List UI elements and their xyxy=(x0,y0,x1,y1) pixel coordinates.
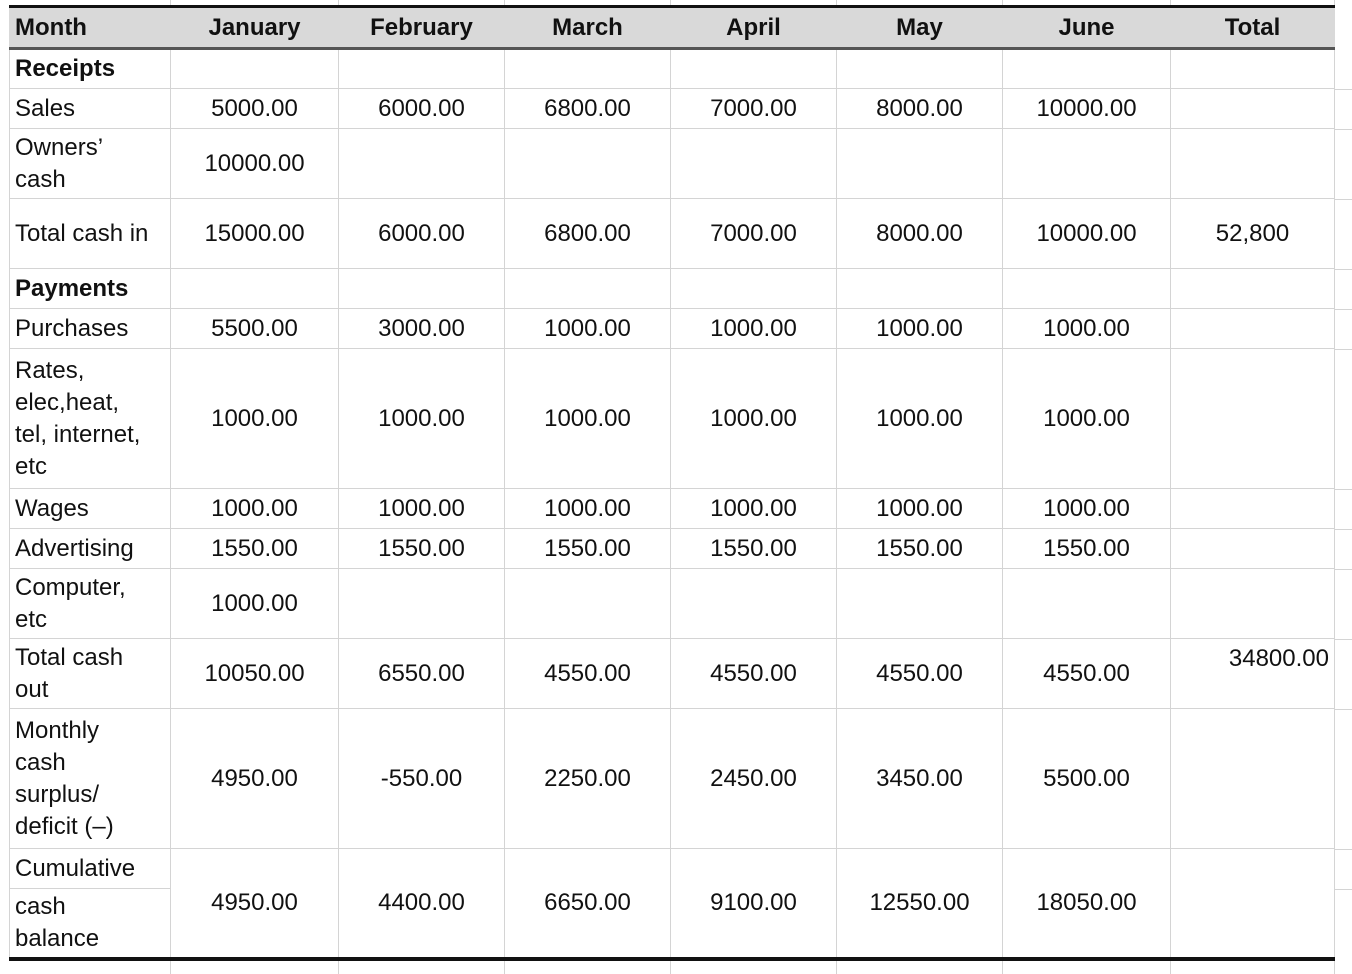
label-line: deficit (–) xyxy=(15,812,114,840)
label-line: Rates, xyxy=(15,356,85,384)
cell-total-cash-in-march[interactable]: 6800.00 xyxy=(505,199,671,269)
cell-wages-february[interactable]: 1000.00 xyxy=(339,489,505,529)
row-advertising xyxy=(10,529,1335,569)
header-month[interactable]: Month xyxy=(10,7,171,49)
grid-line xyxy=(1334,709,1352,710)
cell-owners-cash-february[interactable] xyxy=(339,129,505,199)
header-june[interactable]: June xyxy=(1003,7,1171,49)
row-label-advertising[interactable]: Advertising xyxy=(10,529,171,569)
cell-sales-january[interactable]: 5000.00 xyxy=(171,89,339,129)
table-cell[interactable] xyxy=(171,269,339,309)
cell-total-cash-in-total[interactable]: 52,800 xyxy=(1171,199,1335,269)
row-total-cash-in xyxy=(10,199,1335,269)
cash-flow-table xyxy=(9,5,1335,961)
cell-owners-cash-march[interactable] xyxy=(505,129,671,199)
row-label-total-cash-in[interactable]: Total cash in xyxy=(10,199,171,269)
section-payments-label[interactable]: Payments xyxy=(10,269,171,309)
cell-computer-april[interactable] xyxy=(671,569,837,639)
table-cell[interactable] xyxy=(339,49,505,89)
row-owners-cash xyxy=(10,129,1335,199)
cell-purchases-may[interactable]: 1000.00 xyxy=(837,309,1003,349)
cell-wages-april[interactable]: 1000.00 xyxy=(671,489,837,529)
row-label-purchases[interactable]: Purchases xyxy=(10,309,171,349)
cell-computer-january[interactable]: 1000.00 xyxy=(171,569,339,639)
cell-owners-cash-may[interactable] xyxy=(837,129,1003,199)
section-receipts-row xyxy=(10,49,1335,89)
cell-total-cash-out-total[interactable]: 34800.00 xyxy=(1171,639,1335,709)
cell-cumulative-march[interactable]: 6650.00 xyxy=(505,849,671,959)
cell-advertising-february[interactable]: 1550.00 xyxy=(339,529,505,569)
cell-sales-march[interactable]: 6800.00 xyxy=(505,89,671,129)
cell-advertising-april[interactable]: 1550.00 xyxy=(671,529,837,569)
cell-rates-june[interactable]: 1000.00 xyxy=(1003,349,1171,489)
label-line: surplus/ xyxy=(15,780,100,808)
label-line: etc xyxy=(15,605,48,633)
label-line: cash xyxy=(15,165,66,193)
section-receipts-label[interactable]: Receipts xyxy=(10,49,171,89)
label-line: elec,heat, xyxy=(15,388,120,416)
cell-purchases-march[interactable]: 1000.00 xyxy=(505,309,671,349)
label-line: etc xyxy=(15,452,48,480)
cell-rates-may[interactable]: 1000.00 xyxy=(837,349,1003,489)
cell-sales-may[interactable]: 8000.00 xyxy=(837,89,1003,129)
cell-rates-january[interactable]: 1000.00 xyxy=(171,349,339,489)
table-cell[interactable] xyxy=(339,269,505,309)
grid-line xyxy=(1334,269,1352,270)
header-may[interactable]: May xyxy=(837,7,1003,49)
table-cell[interactable] xyxy=(1003,49,1171,89)
cell-advertising-january[interactable]: 1550.00 xyxy=(171,529,339,569)
cell-wages-march[interactable]: 1000.00 xyxy=(505,489,671,529)
cell-sales-april[interactable]: 7000.00 xyxy=(671,89,837,129)
cell-purchases-january[interactable]: 5500.00 xyxy=(171,309,339,349)
cell-purchases-february[interactable]: 3000.00 xyxy=(339,309,505,349)
row-cumulative xyxy=(10,849,1335,889)
row-label-cumulative[interactable]: Cumulative xyxy=(10,849,171,889)
table-cell[interactable] xyxy=(171,49,339,89)
row-sales xyxy=(10,89,1335,129)
table-cell[interactable] xyxy=(505,269,671,309)
section-payments-row xyxy=(10,269,1335,309)
row-total-cash-out xyxy=(10,639,1335,709)
row-label-monthly-surplus[interactable] xyxy=(10,709,171,849)
cell-owners-cash-april[interactable] xyxy=(671,129,837,199)
label-line: balance xyxy=(15,924,100,952)
cell-advertising-total[interactable] xyxy=(1171,529,1335,569)
grid-line xyxy=(1334,129,1352,130)
grid-line xyxy=(1334,569,1352,570)
cell-owners-cash-june[interactable] xyxy=(1003,129,1171,199)
cell-total-cash-out-january[interactable]: 10050.00 xyxy=(171,639,339,709)
cell-monthly-surplus-june[interactable]: 5500.00 xyxy=(1003,709,1171,849)
cell-advertising-june[interactable]: 1550.00 xyxy=(1003,529,1171,569)
cell-monthly-surplus-march[interactable]: 2250.00 xyxy=(505,709,671,849)
table-cell[interactable] xyxy=(505,49,671,89)
cell-purchases-june[interactable]: 1000.00 xyxy=(1003,309,1171,349)
table-cell[interactable] xyxy=(1171,49,1335,89)
table-cell[interactable] xyxy=(1171,269,1335,309)
row-wages xyxy=(10,489,1335,529)
table-cell[interactable] xyxy=(837,269,1003,309)
cell-monthly-surplus-may[interactable]: 3450.00 xyxy=(837,709,1003,849)
cell-rates-march[interactable]: 1000.00 xyxy=(505,349,671,489)
label-line: Owners’ xyxy=(15,133,104,161)
cell-purchases-april[interactable]: 1000.00 xyxy=(671,309,837,349)
cell-total-cash-in-april[interactable]: 7000.00 xyxy=(671,199,837,269)
cell-computer-may[interactable] xyxy=(837,569,1003,639)
cell-total-cash-in-january[interactable]: 15000.00 xyxy=(171,199,339,269)
cell-cumulative-january[interactable]: 4950.00 xyxy=(171,849,339,959)
row-label-computer[interactable] xyxy=(10,569,171,639)
header-march[interactable]: March xyxy=(505,7,671,49)
cell-computer-march[interactable] xyxy=(505,569,671,639)
label-line: Total cash xyxy=(15,643,124,671)
cell-purchases-total[interactable] xyxy=(1171,309,1335,349)
grid-line xyxy=(1334,489,1352,490)
cell-cumulative-total[interactable] xyxy=(1171,849,1335,959)
row-monthly-surplus xyxy=(10,709,1335,849)
cell-total-cash-in-february[interactable]: 6000.00 xyxy=(339,199,505,269)
cell-computer-total[interactable] xyxy=(1171,569,1335,639)
cell-total-cash-in-may[interactable]: 8000.00 xyxy=(837,199,1003,269)
cell-rates-total[interactable] xyxy=(1171,349,1335,489)
cell-rates-april[interactable]: 1000.00 xyxy=(671,349,837,489)
header-january[interactable]: January xyxy=(171,7,339,49)
label-line: out xyxy=(15,675,49,703)
grid-line xyxy=(1334,89,1352,90)
cell-sales-total[interactable] xyxy=(1171,89,1335,129)
cell-total-cash-out-february[interactable]: 6550.00 xyxy=(339,639,505,709)
cell-computer-february[interactable] xyxy=(339,569,505,639)
cell-advertising-march[interactable]: 1550.00 xyxy=(505,529,671,569)
label-line: cash xyxy=(15,748,66,776)
cell-total-cash-out-april[interactable]: 4550.00 xyxy=(671,639,837,709)
cell-wages-total[interactable] xyxy=(1171,489,1335,529)
label-line: Computer, xyxy=(15,573,126,601)
grid-line xyxy=(1334,349,1352,350)
cell-wages-may[interactable]: 1000.00 xyxy=(837,489,1003,529)
grid-line xyxy=(1334,639,1352,640)
cell-cumulative-april[interactable]: 9100.00 xyxy=(671,849,837,959)
header-april[interactable]: April xyxy=(671,7,837,49)
label-line: cash xyxy=(15,892,66,920)
header-row xyxy=(10,7,1335,49)
header-total[interactable]: Total xyxy=(1171,7,1335,49)
row-label-total-cash-out[interactable] xyxy=(10,639,171,709)
row-purchases xyxy=(10,309,1335,349)
row-computer xyxy=(10,569,1335,639)
grid-line xyxy=(1334,309,1352,310)
label-line: tel, internet, xyxy=(15,420,141,448)
grid-line xyxy=(1334,849,1352,850)
label-line: Monthly xyxy=(15,716,100,744)
cell-monthly-surplus-january[interactable]: 4950.00 xyxy=(171,709,339,849)
cell-cumulative-june[interactable]: 18050.00 xyxy=(1003,849,1171,959)
table-cell[interactable] xyxy=(1003,269,1171,309)
row-label-owners-cash[interactable] xyxy=(10,129,171,199)
cell-total-cash-out-june[interactable]: 4550.00 xyxy=(1003,639,1171,709)
header-february[interactable]: February xyxy=(339,7,505,49)
cell-monthly-surplus-total[interactable] xyxy=(1171,709,1335,849)
cell-wages-june[interactable]: 1000.00 xyxy=(1003,489,1171,529)
cell-monthly-surplus-april[interactable]: 2450.00 xyxy=(671,709,837,849)
grid-line xyxy=(1334,199,1352,200)
grid-line xyxy=(1334,889,1352,890)
cell-sales-june[interactable]: 10000.00 xyxy=(1003,89,1171,129)
row-label-cumulative-cont[interactable] xyxy=(10,889,171,959)
table-cell[interactable] xyxy=(671,49,837,89)
cell-sales-february[interactable]: 6000.00 xyxy=(339,89,505,129)
cell-cumulative-may[interactable]: 12550.00 xyxy=(837,849,1003,959)
cell-computer-june[interactable] xyxy=(1003,569,1171,639)
cell-total-cash-out-may[interactable]: 4550.00 xyxy=(837,639,1003,709)
cell-rates-february[interactable]: 1000.00 xyxy=(339,349,505,489)
row-label-rates[interactable] xyxy=(10,349,171,489)
row-label-wages[interactable]: Wages xyxy=(10,489,171,529)
cell-total-cash-in-june[interactable]: 10000.00 xyxy=(1003,199,1171,269)
cell-cumulative-february[interactable]: 4400.00 xyxy=(339,849,505,959)
cell-owners-cash-total[interactable] xyxy=(1171,129,1335,199)
cell-total-cash-out-march[interactable]: 4550.00 xyxy=(505,639,671,709)
row-label-sales[interactable]: Sales xyxy=(10,89,171,129)
table-cell[interactable] xyxy=(837,49,1003,89)
grid-line xyxy=(1334,529,1352,530)
table-cell[interactable] xyxy=(671,269,837,309)
cell-owners-cash-january[interactable]: 10000.00 xyxy=(171,129,339,199)
cell-monthly-surplus-february[interactable]: -550.00 xyxy=(339,709,505,849)
cell-wages-january[interactable]: 1000.00 xyxy=(171,489,339,529)
row-rates xyxy=(10,349,1335,489)
cell-advertising-may[interactable]: 1550.00 xyxy=(837,529,1003,569)
